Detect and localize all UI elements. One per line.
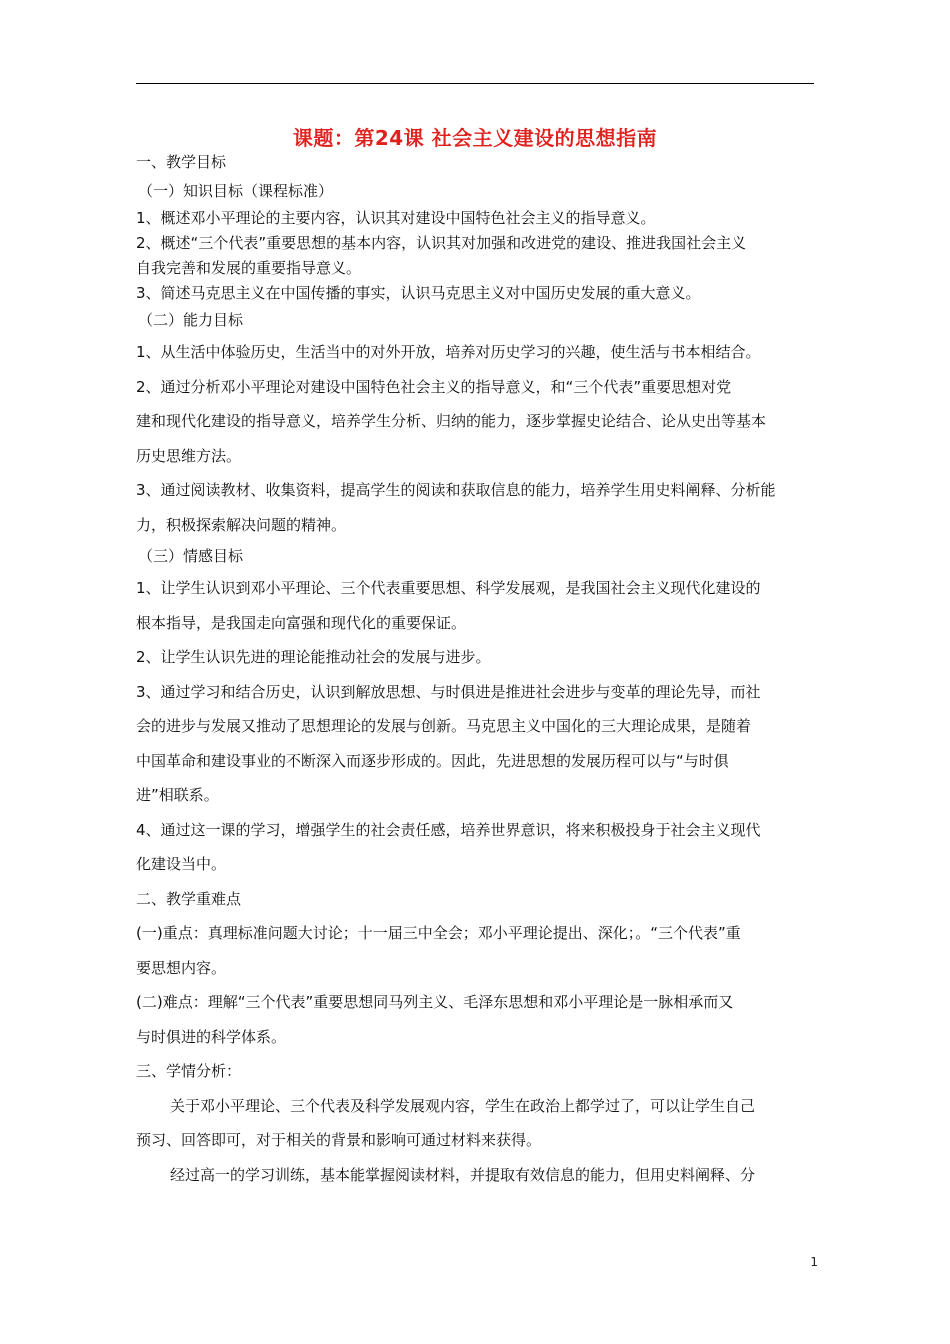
lesson-title: 课题：第24课 社会主义建设的思想指南: [292, 126, 658, 150]
paragraph-line: 历史思维方法。: [136, 446, 242, 465]
subsection-heading: （一）知识目标（课程标准）: [138, 182, 334, 200]
section-heading: 一、教学目标: [136, 153, 227, 171]
paragraph-line: 自我完善和发展的重要指导意义。: [136, 259, 362, 277]
paragraph-line: 2、通过分析邓小平理论对建设中国特色社会主义的指导意义，和“三个代表”重要思想对党: [136, 377, 732, 396]
paragraph-line: 关于邓小平理论、三个代表及科学发展观内容，学生在政治上都学过了，可以让学生自己: [170, 1096, 756, 1115]
subsection-heading: （三）情感目标: [138, 547, 244, 565]
paragraph-line: 预习、回答即可，对于相关的背景和影响可通过材料来获得。: [136, 1131, 542, 1149]
paragraph-line: 4、通过这一课的学习，增强学生的社会责任感，培养世界意识，将来积极投身于社会主义现代: [136, 820, 761, 839]
paragraph-line: 中国革命和建设事业的不断深入而逐步形成的。因此，先进思想的发展历程可以与“与时俱: [136, 751, 729, 770]
paragraph-line: 与时俱进的科学体系。: [136, 1027, 287, 1046]
section-heading: 二、教学重难点: [136, 889, 242, 908]
paragraph-line: (二)难点：理解“三个代表”重要思想同马列主义、毛泽东思想和邓小平理论是一脉相承而又: [136, 993, 734, 1011]
document-body: [136, 148, 816, 1192]
paragraph-line: 会的进步与发展又推动了思想理论的发展与创新。马克思主义中国化的三大理论成果，是随着: [136, 717, 752, 735]
paragraph-line: 1、从生活中体验历史，生活当中的对外开放，培养对历史学习的兴趣，使生活与书本相结合。: [136, 343, 761, 361]
page-number: 1: [810, 1255, 818, 1269]
paragraph-line: 3、通过学习和结合历史，认识到解放思想、与时俱进是推进社会进步与变革的理论先导，而社: [136, 682, 761, 701]
paragraph-line: 3、通过阅读教材、收集资料，提高学生的阅读和获取信息的能力，培养学生用史料阐释、分析能: [136, 481, 776, 499]
paragraph-line: 进”相联系。: [136, 786, 219, 804]
header-rule: [136, 83, 814, 84]
subsection-heading: （二）能力目标: [138, 311, 244, 329]
paragraph-line: 1、概述邓小平理论的主要内容，认识其对建设中国特色社会主义的指导意义。: [136, 209, 656, 227]
paragraph-line: 2、概述“三个代表”重要思想的基本内容，认识其对加强和改进党的建设、推进我国社会主义: [136, 234, 747, 252]
paragraph-line: 根本指导，是我国走向富强和现代化的重要保证。: [136, 613, 467, 632]
paragraph-line: 建和现代化建设的指导意义，培养学生分析、归纳的能力，逐步掌握史论结合、论从史出等基本: [136, 412, 767, 430]
paragraph-line: 3、简述马克思主义在中国传播的事实，认识马克思主义对中国历史发展的重大意义。: [136, 284, 701, 302]
paragraph-line: 2、让学生认识先进的理论能推动社会的发展与进步。: [136, 648, 491, 666]
paragraph-line: 1、让学生认识到邓小平理论、三个代表重要思想、科学发展观，是我国社会主义现代化建设的: [136, 579, 761, 597]
paragraph-line: 化建设当中。: [136, 855, 227, 873]
paragraph-line: (一)重点：真理标准问题大讨论；十一届三中全会；邓小平理论提出、深化；。“三个代表”重: [136, 924, 741, 942]
section-heading: 三、学情分析：: [136, 1062, 242, 1080]
paragraph-line: 力，积极探索解决问题的精神。: [136, 515, 347, 534]
paragraph-line: 经过高一的学习训练，基本能掌握阅读材料，并提取有效信息的能力，但用史料阐释、分: [170, 1165, 756, 1184]
paragraph-line: 要思想内容。: [136, 958, 227, 977]
